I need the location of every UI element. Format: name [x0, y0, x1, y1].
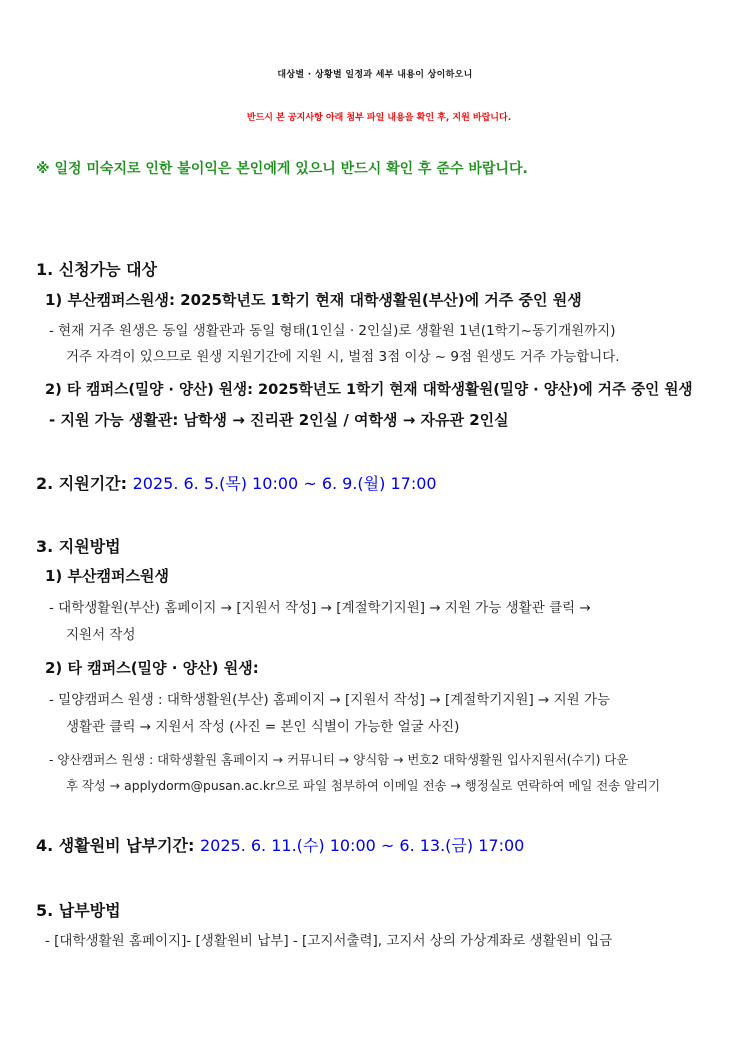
application-period: 2025. 6. 5.(목) 10:00 ~ 6. 9.(월) 17:00 [132, 474, 437, 493]
page-title: 대상별 · 상황별 일정과 세부 내용이 상이하오니 [277, 70, 473, 80]
section-5-heading: 5. 납부방법 [36, 901, 121, 920]
section-1-item-1-desc-line-2: 거주 자격이 있으므로 원생 지원기간에 지원 시, 벌점 3점 이상 ~ 9점 원생도 거주 가능합니다. [66, 349, 620, 365]
section-5-desc: - [대학생활원 홈페이지]- [생활원비 납부] - [고지서출력], 고지서 상의 가상계좌로 생활원비 입금 [45, 933, 613, 949]
section-1-item-2-desc: - 지원 가능 생활관: 남학생 → 진리관 2인실 / 여학생 → 자유관 2인실 [49, 411, 509, 429]
payment-period: 2025. 6. 11.(수) 10:00 ~ 6. 13.(금) 17:00 [199, 836, 525, 855]
section-3-item-1-desc-line-1: - 대학생활원(부산) 홈페이지 → [지원서 작성] → [계절학기지원] → 지원 가능 생활관 클릭 → [49, 600, 591, 616]
section-3-item-2: 2) 타 캠퍼스(밀양 · 양산) 원생: [45, 659, 259, 677]
section-1-item-2: 2) 타 캠퍼스(밀양 · 양산) 원생: 2025학년도 1학기 현재 대학생활원(밀양 · 양산)에 거주 중인 원생 [45, 381, 693, 398]
section-3-heading: 3. 지원방법 [36, 537, 121, 556]
section-4-label: 4. 생활원비 납부기간: [36, 836, 195, 855]
warning-title: 반드시 본 공지사항 아래 첨부 파일 내용을 확인 후, 지원 바랍니다. [246, 113, 512, 123]
section-1-item-1: 1) 부산캠퍼스원생: 2025학년도 1학기 현재 대학생활원(부산)에 거주 중인 원생 [45, 291, 582, 309]
section-2 [36, 471, 437, 494]
section-2-label: 2. 지원기간: [36, 474, 128, 493]
notice-text: ※ 일정 미숙지로 인한 불이익은 본인에게 있으니 반드시 확인 후 준수 바랍니다. [36, 161, 528, 177]
section-3-item-1-desc-line-2: 지원서 작성 [66, 627, 136, 643]
section-3-item-1: 1) 부산캠퍼스원생 [45, 567, 169, 585]
section-4 [36, 833, 524, 856]
section-3-item-2-desc-1-line-2: 생활관 클릭 → 지원서 작성 (사진 = 본인 식별이 가능한 얼굴 사진) [66, 719, 460, 735]
section-1-item-1-desc-line-1: - 현재 거주 원생은 동일 생활관과 동일 형태(1인실 · 2인실)로 생활원 1년(1학기~동기개원까지) [49, 323, 616, 339]
section-1-heading: 1. 신청가능 대상 [36, 260, 158, 279]
section-3-item-2-desc-2-line-1: - 양산캠퍼스 원생 : 대학생활원 홈페이지 → 커뮤니티 → 양식함 → 번호2 대학생활원 입사지원서(수기) 다운 [49, 752, 629, 767]
section-3-item-2-desc-1-line-1: - 밀양캠퍼스 원생 : 대학생활원(부산) 홈페이지 → [지원서 작성] → [계절학기지원] → 지원 가능 [49, 692, 611, 708]
section-3-item-2-desc-2-line-2: 후 작성 → applydorm@pusan.ac.kr으로 파일 첨부하여 이메일 전송 → 행정실로 연락하여 메일 전송 알리기 [66, 778, 661, 793]
